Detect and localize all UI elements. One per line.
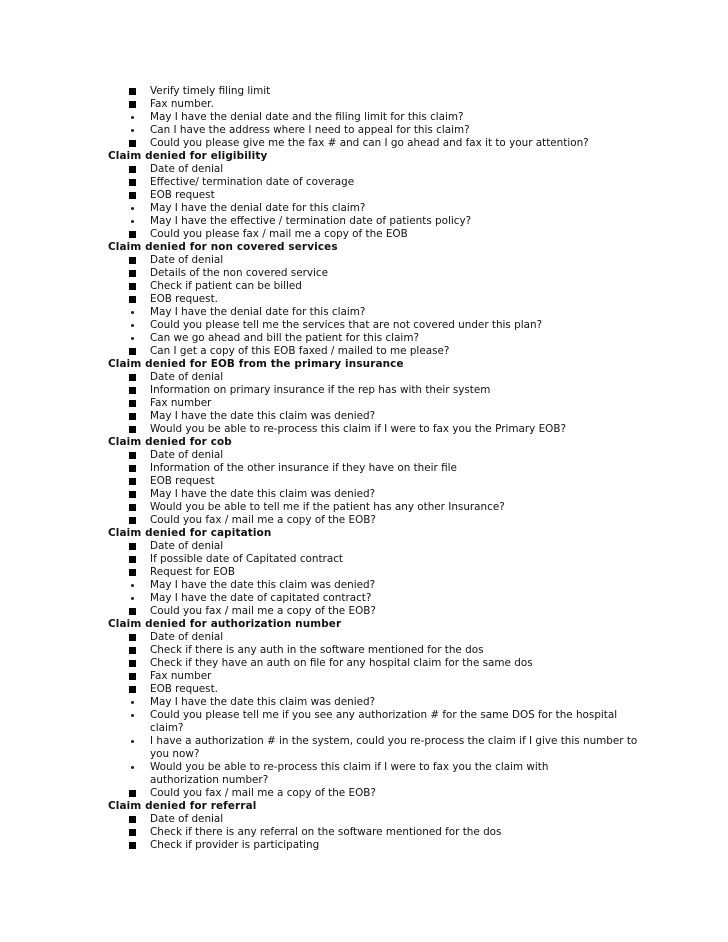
square-bullet-icon [128, 137, 138, 150]
list-item-text: Fax number [150, 397, 212, 409]
square-bullet-icon [128, 839, 138, 852]
list-item [108, 657, 708, 670]
dot-bullet-icon [128, 202, 138, 215]
list-item-text: Check if there is any auth in the software mentioned for the dos [150, 644, 484, 656]
list-item-text: Would you be able to tell me if the patient has any other Insurance? [150, 501, 505, 513]
square-bullet-icon [128, 566, 138, 579]
dot-bullet-icon [128, 319, 138, 332]
list-item-text: EOB request. [150, 293, 218, 305]
list-item-text: Could you please give me the fax # and can I go ahead and fax it to your attention? [150, 137, 589, 149]
list-item [108, 163, 708, 176]
list-item-text: May I have the date this claim was denied? [150, 410, 376, 422]
list-item [108, 644, 708, 657]
square-bullet-icon [128, 475, 138, 488]
square-bullet-icon [128, 514, 138, 527]
list-item-text: May I have the date this claim was denied? [150, 696, 376, 708]
list-item [108, 475, 708, 488]
dot-bullet-icon [128, 709, 138, 722]
square-bullet-icon [128, 826, 138, 839]
list-item-text: EOB request. [150, 683, 218, 695]
list-item [108, 449, 708, 462]
list-item-text: Date of denial [150, 813, 224, 825]
list-item [108, 683, 708, 696]
square-bullet-icon [128, 410, 138, 423]
list-item-text: Date of denial [150, 254, 224, 266]
list-item [108, 813, 708, 826]
list-item [108, 670, 708, 683]
list-item [108, 696, 708, 709]
list-item [108, 215, 708, 228]
dot-bullet-icon [128, 761, 138, 774]
list-item-text: Details of the non covered service [150, 267, 328, 279]
list-item-text: May I have the denial date and the filing limit for this claim? [150, 111, 464, 123]
list-item-text: Date of denial [150, 449, 224, 461]
section-heading: Claim denied for capitation [108, 527, 272, 539]
list-item-text: Verify timely filing limit [150, 85, 271, 97]
list-item [108, 566, 708, 579]
list-item-text: May I have the effective / termination date of patients policy? [150, 215, 472, 227]
list-item-text: Request for EOB [150, 566, 235, 578]
section-heading: Claim denied for referral [108, 800, 257, 812]
list-item-text: Could you please tell me if you see any authorization # for the same DOS for the hospital claim? [150, 709, 618, 734]
square-bullet-icon [128, 384, 138, 397]
list-item [108, 124, 708, 137]
square-bullet-icon [128, 670, 138, 683]
square-bullet-icon [128, 631, 138, 644]
list-item [108, 462, 708, 475]
dot-bullet-icon [128, 306, 138, 319]
list-item-text: Check if provider is participating [150, 839, 320, 851]
list-item-text: May I have the date of capitated contract? [150, 592, 372, 604]
list-item-text: Would you be able to re-process this claim if I were to fax you the claim with authorization number? [150, 761, 549, 786]
list-item-text: Information on primary insurance if the rep has with their system [150, 384, 491, 396]
list-item [108, 228, 708, 241]
list-item-text: May I have the date this claim was denied? [150, 488, 376, 500]
list-item [108, 85, 708, 98]
square-bullet-icon [128, 254, 138, 267]
document-body [108, 85, 708, 852]
list-item [108, 605, 708, 618]
list-item [108, 332, 708, 345]
list-item-text: Check if they have an auth on file for any hospital claim for the same dos [150, 657, 533, 669]
section-heading: Claim denied for EOB from the primary insurance [108, 358, 404, 370]
list-item [108, 631, 708, 644]
list-item [108, 397, 708, 410]
list-item [108, 306, 708, 319]
dot-bullet-icon [128, 696, 138, 709]
square-bullet-icon [128, 267, 138, 280]
list-item [108, 410, 708, 423]
section-heading: Claim denied for authorization number [108, 618, 342, 630]
list-item-text: Can I have the address where I need to appeal for this claim? [150, 124, 470, 136]
square-bullet-icon [128, 293, 138, 306]
list-item [108, 319, 708, 332]
list-item-text: May I have the date this claim was denied? [150, 579, 376, 591]
square-bullet-icon [128, 644, 138, 657]
list-item [108, 111, 708, 124]
square-bullet-icon [128, 176, 138, 189]
square-bullet-icon [128, 98, 138, 111]
list-item [108, 839, 708, 852]
square-bullet-icon [128, 397, 138, 410]
list-item-text: I have a authorization # in the system, could you re-process the claim if I give this number to you now? [150, 735, 638, 760]
list-item [108, 293, 708, 306]
list-item [108, 98, 708, 111]
square-bullet-icon [128, 657, 138, 670]
list-item-text: Could you fax / mail me a copy of the EOB? [150, 605, 376, 617]
list-item [108, 514, 708, 527]
square-bullet-icon [128, 813, 138, 826]
list-item-text: Date of denial [150, 163, 224, 175]
list-item [108, 761, 708, 787]
list-item [108, 267, 708, 280]
list-item [108, 202, 708, 215]
list-item-text: Information of the other insurance if they have on their file [150, 462, 457, 474]
list-item-text: EOB request [150, 475, 215, 487]
list-item [108, 553, 708, 566]
list-item [108, 787, 708, 800]
list-item-text: Could you fax / mail me a copy of the EOB? [150, 787, 376, 799]
list-item-text: Could you fax / mail me a copy of the EOB? [150, 514, 376, 526]
list-item [108, 501, 708, 514]
list-item-text: Could you please tell me the services that are not covered under this plan? [150, 319, 543, 331]
square-bullet-icon [128, 85, 138, 98]
square-bullet-icon [128, 189, 138, 202]
list-item [108, 371, 708, 384]
section-heading: Claim denied for cob [108, 436, 232, 448]
list-item-text: Would you be able to re-process this claim if I were to fax you the Primary EOB? [150, 423, 566, 435]
list-item [108, 826, 708, 839]
section-heading: Claim denied for eligibility [108, 150, 268, 162]
list-item-text: Effective/ termination date of coverage [150, 176, 355, 188]
list-item-text: Date of denial [150, 540, 224, 552]
dot-bullet-icon [128, 124, 138, 137]
list-item [108, 540, 708, 553]
list-item [108, 137, 708, 150]
list-item-text: Could you please fax / mail me a copy of the EOB [150, 228, 408, 240]
list-item-text: EOB request [150, 189, 215, 201]
list-item [108, 423, 708, 436]
dot-bullet-icon [128, 592, 138, 605]
list-item-text: Fax number. [150, 98, 214, 110]
dot-bullet-icon [128, 332, 138, 345]
square-bullet-icon [128, 449, 138, 462]
list-item-text: If possible date of Capitated contract [150, 553, 343, 565]
list-item-text: Can we go ahead and bill the patient for this claim? [150, 332, 419, 344]
list-item [108, 592, 708, 605]
square-bullet-icon [128, 423, 138, 436]
list-item [108, 384, 708, 397]
dot-bullet-icon [128, 215, 138, 228]
square-bullet-icon [128, 228, 138, 241]
list-item [108, 280, 708, 293]
list-item [108, 735, 708, 761]
list-item-text: Check if there is any referral on the software mentioned for the dos [150, 826, 502, 838]
dot-bullet-icon [128, 735, 138, 748]
list-item [108, 254, 708, 267]
square-bullet-icon [128, 540, 138, 553]
list-item [108, 176, 708, 189]
square-bullet-icon [128, 371, 138, 384]
square-bullet-icon [128, 787, 138, 800]
list-item-text: Check if patient can be billed [150, 280, 302, 292]
square-bullet-icon [128, 345, 138, 358]
section-heading: Claim denied for non covered services [108, 241, 338, 253]
square-bullet-icon [128, 280, 138, 293]
square-bullet-icon [128, 462, 138, 475]
list-item-text: Date of denial [150, 631, 224, 643]
list-item-text: May I have the denial date for this claim? [150, 202, 366, 214]
square-bullet-icon [128, 553, 138, 566]
list-item [108, 345, 708, 358]
list-item-text: Fax number [150, 670, 212, 682]
square-bullet-icon [128, 488, 138, 501]
list-item [108, 579, 708, 592]
list-item-text: Date of denial [150, 371, 224, 383]
list-item-text: Can I get a copy of this EOB faxed / mailed to me please? [150, 345, 450, 357]
square-bullet-icon [128, 163, 138, 176]
dot-bullet-icon [128, 579, 138, 592]
square-bullet-icon [128, 605, 138, 618]
dot-bullet-icon [128, 111, 138, 124]
square-bullet-icon [128, 683, 138, 696]
list-item [108, 488, 708, 501]
list-item-text: May I have the denial date for this claim? [150, 306, 366, 318]
list-item [108, 189, 708, 202]
list-item [108, 709, 708, 735]
square-bullet-icon [128, 501, 138, 514]
